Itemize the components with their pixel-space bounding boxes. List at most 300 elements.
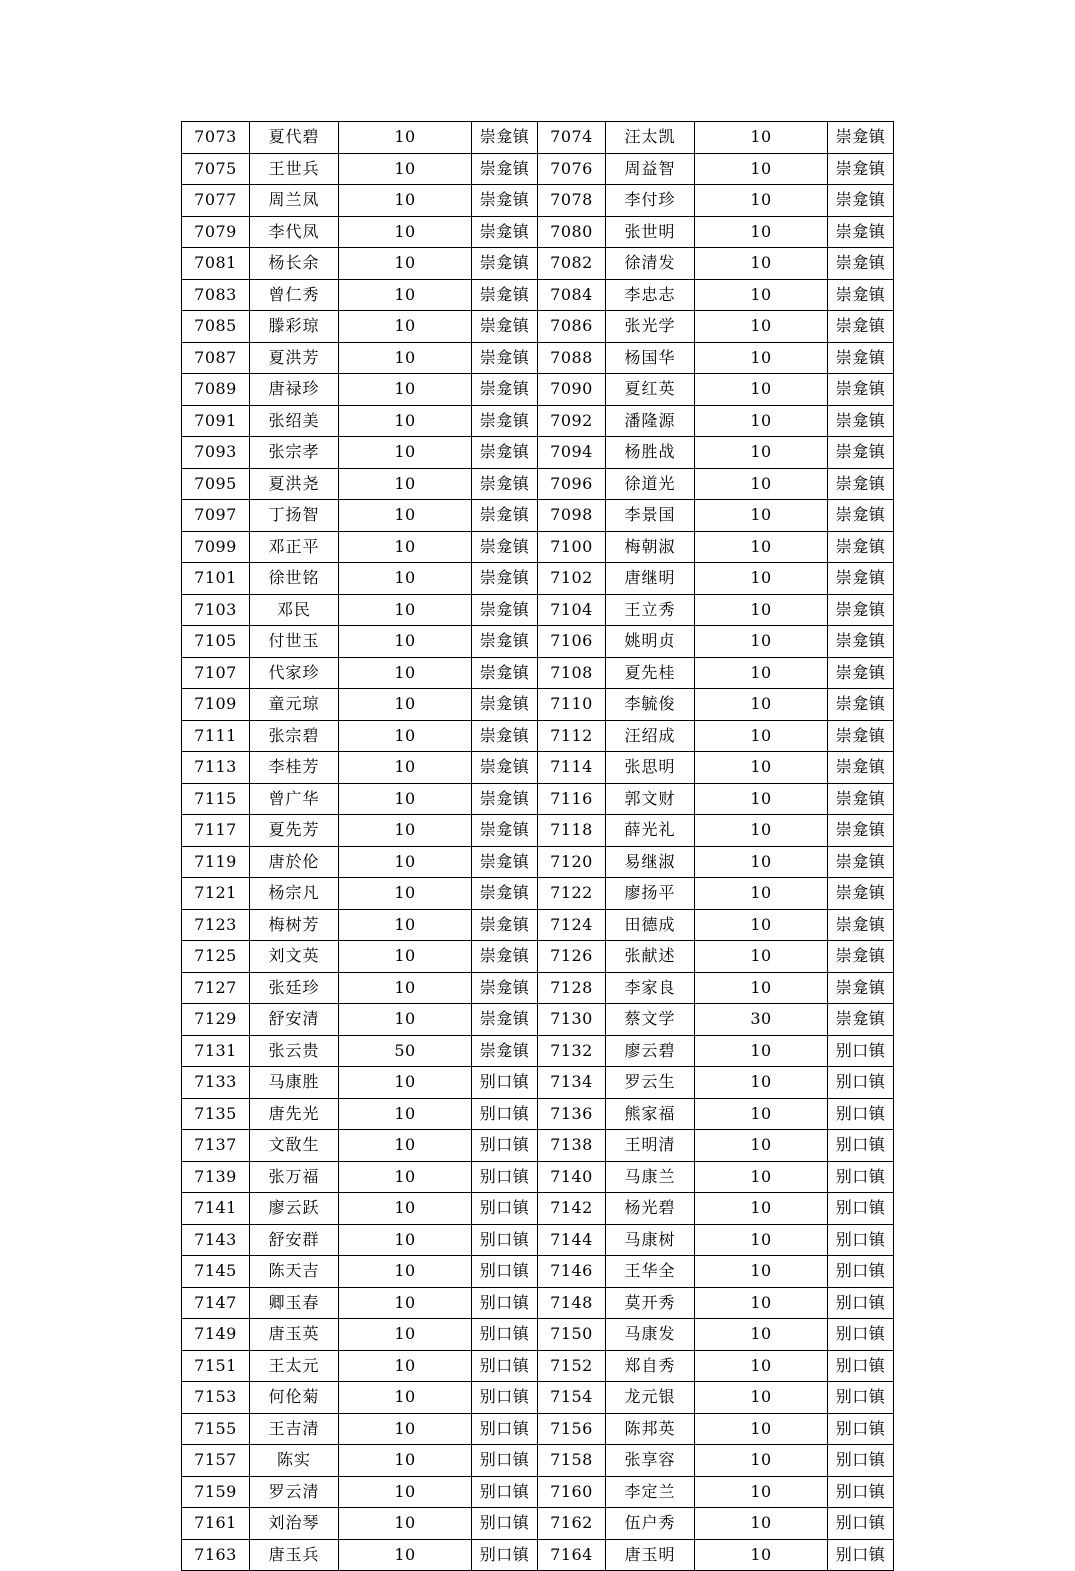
row-amount-left: 10 bbox=[339, 689, 472, 721]
row-town-left: 崇龛镇 bbox=[472, 437, 538, 469]
row-town-right: 崇龛镇 bbox=[828, 689, 894, 721]
row-amount-right: 10 bbox=[695, 720, 828, 752]
row-name-right: 田德成 bbox=[606, 909, 695, 941]
table-row bbox=[182, 500, 894, 532]
row-name-left: 付世玉 bbox=[250, 626, 339, 658]
row-town-left: 别口镇 bbox=[472, 1193, 538, 1225]
row-town-right: 别口镇 bbox=[828, 1035, 894, 1067]
row-name-right: 马康兰 bbox=[606, 1161, 695, 1193]
row-name-right: 郑自秀 bbox=[606, 1350, 695, 1382]
row-town-right: 别口镇 bbox=[828, 1508, 894, 1540]
table-row bbox=[182, 1539, 894, 1571]
row-town-left: 别口镇 bbox=[472, 1319, 538, 1351]
row-amount-left: 10 bbox=[339, 941, 472, 973]
row-name-left: 杨宗凡 bbox=[250, 878, 339, 910]
row-name-left: 卿玉春 bbox=[250, 1287, 339, 1319]
row-id-right: 7094 bbox=[538, 437, 606, 469]
table-row bbox=[182, 279, 894, 311]
row-town-right: 崇龛镇 bbox=[828, 720, 894, 752]
row-id-right: 7092 bbox=[538, 405, 606, 437]
row-id-left: 7099 bbox=[182, 531, 250, 563]
row-amount-right: 10 bbox=[695, 185, 828, 217]
row-town-right: 崇龛镇 bbox=[828, 563, 894, 595]
row-amount-right: 30 bbox=[695, 1004, 828, 1036]
row-town-left: 崇龛镇 bbox=[472, 909, 538, 941]
row-name-left: 张万福 bbox=[250, 1161, 339, 1193]
row-name-left: 周兰凤 bbox=[250, 185, 339, 217]
row-name-left: 杨长余 bbox=[250, 248, 339, 280]
row-id-right: 7082 bbox=[538, 248, 606, 280]
row-amount-right: 10 bbox=[695, 594, 828, 626]
row-amount-right: 10 bbox=[695, 1098, 828, 1130]
table-row bbox=[182, 626, 894, 658]
row-amount-left: 10 bbox=[339, 1130, 472, 1162]
row-id-left: 7151 bbox=[182, 1350, 250, 1382]
row-town-left: 别口镇 bbox=[472, 1067, 538, 1099]
row-name-left: 代家珍 bbox=[250, 657, 339, 689]
row-town-right: 崇龛镇 bbox=[828, 468, 894, 500]
row-id-left: 7089 bbox=[182, 374, 250, 406]
row-name-left: 张宗碧 bbox=[250, 720, 339, 752]
table-row bbox=[182, 752, 894, 784]
table-row bbox=[182, 216, 894, 248]
row-name-right: 张思明 bbox=[606, 752, 695, 784]
row-name-right: 汪太凯 bbox=[606, 122, 695, 154]
row-id-right: 7128 bbox=[538, 972, 606, 1004]
row-amount-left: 10 bbox=[339, 1445, 472, 1477]
row-id-left: 7113 bbox=[182, 752, 250, 784]
row-name-left: 廖云跃 bbox=[250, 1193, 339, 1225]
row-town-right: 别口镇 bbox=[828, 1350, 894, 1382]
table-row bbox=[182, 1382, 894, 1414]
row-town-left: 崇龛镇 bbox=[472, 311, 538, 343]
row-town-left: 崇龛镇 bbox=[472, 248, 538, 280]
table-row bbox=[182, 594, 894, 626]
row-name-left: 童元琼 bbox=[250, 689, 339, 721]
row-name-right: 姚明贞 bbox=[606, 626, 695, 658]
table-row bbox=[182, 563, 894, 595]
row-id-right: 7164 bbox=[538, 1539, 606, 1571]
row-amount-right: 10 bbox=[695, 941, 828, 973]
row-id-right: 7130 bbox=[538, 1004, 606, 1036]
row-name-left: 马康胜 bbox=[250, 1067, 339, 1099]
row-town-left: 崇龛镇 bbox=[472, 846, 538, 878]
row-town-right: 崇龛镇 bbox=[828, 1004, 894, 1036]
table-row bbox=[182, 374, 894, 406]
row-id-right: 7080 bbox=[538, 216, 606, 248]
row-id-left: 7119 bbox=[182, 846, 250, 878]
row-name-left: 唐於伦 bbox=[250, 846, 339, 878]
row-amount-right: 10 bbox=[695, 1161, 828, 1193]
row-town-left: 崇龛镇 bbox=[472, 563, 538, 595]
row-id-right: 7110 bbox=[538, 689, 606, 721]
row-name-right: 杨国华 bbox=[606, 342, 695, 374]
row-id-right: 7154 bbox=[538, 1382, 606, 1414]
row-amount-right: 10 bbox=[695, 405, 828, 437]
row-name-right: 易继淑 bbox=[606, 846, 695, 878]
row-name-right: 杨胜战 bbox=[606, 437, 695, 469]
row-id-right: 7158 bbox=[538, 1445, 606, 1477]
row-name-left: 罗云清 bbox=[250, 1476, 339, 1508]
row-name-left: 王吉清 bbox=[250, 1413, 339, 1445]
row-amount-left: 10 bbox=[339, 248, 472, 280]
row-amount-left: 10 bbox=[339, 752, 472, 784]
row-town-left: 崇龛镇 bbox=[472, 972, 538, 1004]
row-id-right: 7106 bbox=[538, 626, 606, 658]
row-amount-right: 10 bbox=[695, 500, 828, 532]
table-row bbox=[182, 1445, 894, 1477]
table-row bbox=[182, 342, 894, 374]
row-amount-left: 10 bbox=[339, 815, 472, 847]
row-id-right: 7102 bbox=[538, 563, 606, 595]
row-town-right: 别口镇 bbox=[828, 1539, 894, 1571]
row-town-right: 崇龛镇 bbox=[828, 878, 894, 910]
row-id-right: 7108 bbox=[538, 657, 606, 689]
row-id-right: 7078 bbox=[538, 185, 606, 217]
row-id-left: 7109 bbox=[182, 689, 250, 721]
row-id-right: 7114 bbox=[538, 752, 606, 784]
row-name-right: 李忠志 bbox=[606, 279, 695, 311]
row-id-right: 7136 bbox=[538, 1098, 606, 1130]
row-town-left: 崇龛镇 bbox=[472, 752, 538, 784]
row-amount-right: 10 bbox=[695, 689, 828, 721]
row-amount-left: 10 bbox=[339, 1098, 472, 1130]
row-id-left: 7129 bbox=[182, 1004, 250, 1036]
row-id-left: 7103 bbox=[182, 594, 250, 626]
row-amount-right: 10 bbox=[695, 815, 828, 847]
row-town-left: 崇龛镇 bbox=[472, 185, 538, 217]
row-town-left: 崇龛镇 bbox=[472, 1035, 538, 1067]
row-id-right: 7104 bbox=[538, 594, 606, 626]
row-town-right: 崇龛镇 bbox=[828, 783, 894, 815]
row-id-right: 7088 bbox=[538, 342, 606, 374]
table-row bbox=[182, 1161, 894, 1193]
row-amount-right: 10 bbox=[695, 311, 828, 343]
row-name-right: 莫开秀 bbox=[606, 1287, 695, 1319]
row-amount-left: 10 bbox=[339, 1382, 472, 1414]
row-town-left: 崇龛镇 bbox=[472, 941, 538, 973]
row-amount-right: 10 bbox=[695, 1350, 828, 1382]
row-town-left: 崇龛镇 bbox=[472, 342, 538, 374]
row-amount-right: 10 bbox=[695, 437, 828, 469]
row-id-right: 7150 bbox=[538, 1319, 606, 1351]
row-town-left: 崇龛镇 bbox=[472, 216, 538, 248]
row-id-left: 7073 bbox=[182, 122, 250, 154]
row-town-left: 崇龛镇 bbox=[472, 626, 538, 658]
row-name-left: 舒安群 bbox=[250, 1224, 339, 1256]
row-name-left: 陈天吉 bbox=[250, 1256, 339, 1288]
row-amount-right: 10 bbox=[695, 1130, 828, 1162]
row-id-right: 7086 bbox=[538, 311, 606, 343]
row-id-left: 7095 bbox=[182, 468, 250, 500]
row-id-left: 7141 bbox=[182, 1193, 250, 1225]
row-name-right: 唐继明 bbox=[606, 563, 695, 595]
row-amount-left: 10 bbox=[339, 657, 472, 689]
row-town-left: 崇龛镇 bbox=[472, 720, 538, 752]
row-town-left: 崇龛镇 bbox=[472, 657, 538, 689]
row-town-left: 崇龛镇 bbox=[472, 689, 538, 721]
row-amount-left: 10 bbox=[339, 374, 472, 406]
row-id-right: 7126 bbox=[538, 941, 606, 973]
row-amount-right: 10 bbox=[695, 122, 828, 154]
row-id-right: 7156 bbox=[538, 1413, 606, 1445]
row-id-right: 7076 bbox=[538, 153, 606, 185]
row-name-left: 舒安清 bbox=[250, 1004, 339, 1036]
row-town-right: 崇龛镇 bbox=[828, 972, 894, 1004]
row-name-right: 杨光碧 bbox=[606, 1193, 695, 1225]
row-name-right: 张献述 bbox=[606, 941, 695, 973]
row-name-left: 徐世铭 bbox=[250, 563, 339, 595]
row-id-right: 7074 bbox=[538, 122, 606, 154]
row-name-right: 张光学 bbox=[606, 311, 695, 343]
row-amount-right: 10 bbox=[695, 563, 828, 595]
row-name-left: 唐玉兵 bbox=[250, 1539, 339, 1571]
row-town-right: 别口镇 bbox=[828, 1445, 894, 1477]
table-row bbox=[182, 909, 894, 941]
row-amount-right: 10 bbox=[695, 1319, 828, 1351]
row-amount-right: 10 bbox=[695, 972, 828, 1004]
row-town-right: 别口镇 bbox=[828, 1319, 894, 1351]
row-amount-right: 10 bbox=[695, 783, 828, 815]
row-town-right: 别口镇 bbox=[828, 1224, 894, 1256]
row-amount-left: 10 bbox=[339, 1161, 472, 1193]
row-amount-left: 10 bbox=[339, 405, 472, 437]
row-name-left: 张绍美 bbox=[250, 405, 339, 437]
row-name-left: 文敔生 bbox=[250, 1130, 339, 1162]
row-name-right: 夏先桂 bbox=[606, 657, 695, 689]
row-id-right: 7120 bbox=[538, 846, 606, 878]
table-row bbox=[182, 1287, 894, 1319]
row-name-right: 廖扬平 bbox=[606, 878, 695, 910]
table-row bbox=[182, 531, 894, 563]
row-name-right: 张享容 bbox=[606, 1445, 695, 1477]
row-amount-left: 10 bbox=[339, 1287, 472, 1319]
row-amount-left: 10 bbox=[339, 1508, 472, 1540]
row-amount-right: 10 bbox=[695, 1256, 828, 1288]
row-town-left: 崇龛镇 bbox=[472, 1004, 538, 1036]
row-id-left: 7143 bbox=[182, 1224, 250, 1256]
row-town-right: 崇龛镇 bbox=[828, 437, 894, 469]
row-id-left: 7163 bbox=[182, 1539, 250, 1571]
row-town-left: 崇龛镇 bbox=[472, 279, 538, 311]
row-id-right: 7138 bbox=[538, 1130, 606, 1162]
row-name-right: 伍户秀 bbox=[606, 1508, 695, 1540]
row-town-right: 别口镇 bbox=[828, 1161, 894, 1193]
row-town-right: 崇龛镇 bbox=[828, 374, 894, 406]
row-id-right: 7098 bbox=[538, 500, 606, 532]
table-row bbox=[182, 941, 894, 973]
table-row bbox=[182, 878, 894, 910]
row-name-left: 刘治琴 bbox=[250, 1508, 339, 1540]
row-amount-left: 10 bbox=[339, 531, 472, 563]
row-id-right: 7134 bbox=[538, 1067, 606, 1099]
row-town-right: 崇龛镇 bbox=[828, 846, 894, 878]
row-amount-left: 10 bbox=[339, 1350, 472, 1382]
row-name-right: 熊家福 bbox=[606, 1098, 695, 1130]
row-town-right: 别口镇 bbox=[828, 1476, 894, 1508]
row-amount-right: 10 bbox=[695, 1413, 828, 1445]
row-amount-left: 10 bbox=[339, 437, 472, 469]
row-amount-right: 10 bbox=[695, 1445, 828, 1477]
table-row bbox=[182, 1035, 894, 1067]
row-id-right: 7160 bbox=[538, 1476, 606, 1508]
row-id-left: 7147 bbox=[182, 1287, 250, 1319]
row-town-right: 崇龛镇 bbox=[828, 122, 894, 154]
row-town-left: 崇龛镇 bbox=[472, 500, 538, 532]
row-id-left: 7149 bbox=[182, 1319, 250, 1351]
row-amount-left: 10 bbox=[339, 216, 472, 248]
row-name-right: 蔡文学 bbox=[606, 1004, 695, 1036]
table-row bbox=[182, 657, 894, 689]
row-id-left: 7135 bbox=[182, 1098, 250, 1130]
row-amount-left: 10 bbox=[339, 1476, 472, 1508]
row-town-right: 崇龛镇 bbox=[828, 342, 894, 374]
row-id-right: 7084 bbox=[538, 279, 606, 311]
table-row bbox=[182, 405, 894, 437]
row-amount-left: 10 bbox=[339, 909, 472, 941]
row-town-right: 崇龛镇 bbox=[828, 531, 894, 563]
row-name-right: 薛光礼 bbox=[606, 815, 695, 847]
row-name-right: 徐清发 bbox=[606, 248, 695, 280]
table-row bbox=[182, 1193, 894, 1225]
row-name-left: 何伦菊 bbox=[250, 1382, 339, 1414]
row-amount-right: 10 bbox=[695, 626, 828, 658]
row-id-left: 7159 bbox=[182, 1476, 250, 1508]
row-town-left: 别口镇 bbox=[472, 1161, 538, 1193]
row-town-left: 别口镇 bbox=[472, 1256, 538, 1288]
row-id-left: 7131 bbox=[182, 1035, 250, 1067]
table-row bbox=[182, 468, 894, 500]
row-town-right: 别口镇 bbox=[828, 1287, 894, 1319]
row-amount-left: 10 bbox=[339, 500, 472, 532]
row-id-right: 7140 bbox=[538, 1161, 606, 1193]
row-town-right: 崇龛镇 bbox=[828, 405, 894, 437]
row-town-left: 别口镇 bbox=[472, 1413, 538, 1445]
row-town-left: 崇龛镇 bbox=[472, 405, 538, 437]
row-amount-left: 10 bbox=[339, 1539, 472, 1571]
table-row bbox=[182, 689, 894, 721]
row-town-left: 崇龛镇 bbox=[472, 815, 538, 847]
row-town-right: 崇龛镇 bbox=[828, 279, 894, 311]
row-id-left: 7153 bbox=[182, 1382, 250, 1414]
row-id-left: 7081 bbox=[182, 248, 250, 280]
table-row bbox=[182, 1476, 894, 1508]
row-id-left: 7105 bbox=[182, 626, 250, 658]
row-amount-right: 10 bbox=[695, 1539, 828, 1571]
row-amount-left: 10 bbox=[339, 1319, 472, 1351]
row-town-right: 崇龛镇 bbox=[828, 153, 894, 185]
row-name-right: 潘隆源 bbox=[606, 405, 695, 437]
row-name-left: 丁扬智 bbox=[250, 500, 339, 532]
row-name-right: 马康发 bbox=[606, 1319, 695, 1351]
row-name-left: 夏代碧 bbox=[250, 122, 339, 154]
row-id-right: 7144 bbox=[538, 1224, 606, 1256]
row-amount-left: 10 bbox=[339, 626, 472, 658]
row-amount-left: 10 bbox=[339, 342, 472, 374]
table-row bbox=[182, 1413, 894, 1445]
row-id-left: 7145 bbox=[182, 1256, 250, 1288]
row-id-left: 7161 bbox=[182, 1508, 250, 1540]
row-name-left: 曾仁秀 bbox=[250, 279, 339, 311]
row-town-left: 别口镇 bbox=[472, 1476, 538, 1508]
row-id-left: 7155 bbox=[182, 1413, 250, 1445]
table-row bbox=[182, 311, 894, 343]
row-town-left: 崇龛镇 bbox=[472, 783, 538, 815]
row-id-right: 7122 bbox=[538, 878, 606, 910]
row-name-left: 陈实 bbox=[250, 1445, 339, 1477]
row-name-left: 唐禄珍 bbox=[250, 374, 339, 406]
table-row bbox=[182, 1098, 894, 1130]
row-name-right: 李付珍 bbox=[606, 185, 695, 217]
row-town-left: 崇龛镇 bbox=[472, 468, 538, 500]
row-name-right: 周益智 bbox=[606, 153, 695, 185]
row-name-left: 梅树芳 bbox=[250, 909, 339, 941]
row-name-right: 王立秀 bbox=[606, 594, 695, 626]
row-amount-left: 50 bbox=[339, 1035, 472, 1067]
row-id-left: 7107 bbox=[182, 657, 250, 689]
row-amount-left: 10 bbox=[339, 1067, 472, 1099]
table-row bbox=[182, 1319, 894, 1351]
row-town-left: 别口镇 bbox=[472, 1350, 538, 1382]
table-row bbox=[182, 153, 894, 185]
row-id-right: 7152 bbox=[538, 1350, 606, 1382]
row-name-right: 王明清 bbox=[606, 1130, 695, 1162]
row-amount-left: 10 bbox=[339, 1256, 472, 1288]
row-id-left: 7097 bbox=[182, 500, 250, 532]
row-id-left: 7117 bbox=[182, 815, 250, 847]
row-town-right: 别口镇 bbox=[828, 1130, 894, 1162]
table-row bbox=[182, 1067, 894, 1099]
row-name-right: 汪绍成 bbox=[606, 720, 695, 752]
row-amount-right: 10 bbox=[695, 153, 828, 185]
row-amount-left: 10 bbox=[339, 279, 472, 311]
row-id-left: 7083 bbox=[182, 279, 250, 311]
row-amount-left: 10 bbox=[339, 594, 472, 626]
row-id-left: 7077 bbox=[182, 185, 250, 217]
table-row bbox=[182, 1130, 894, 1162]
row-id-left: 7079 bbox=[182, 216, 250, 248]
row-name-right: 唐玉明 bbox=[606, 1539, 695, 1571]
row-name-right: 徐道光 bbox=[606, 468, 695, 500]
table-row bbox=[182, 185, 894, 217]
row-name-right: 王华全 bbox=[606, 1256, 695, 1288]
row-id-right: 7100 bbox=[538, 531, 606, 563]
row-town-right: 崇龛镇 bbox=[828, 657, 894, 689]
row-name-left: 夏洪芳 bbox=[250, 342, 339, 374]
row-id-left: 7137 bbox=[182, 1130, 250, 1162]
row-town-right: 崇龛镇 bbox=[828, 909, 894, 941]
roster-table bbox=[181, 121, 894, 1571]
row-id-left: 7075 bbox=[182, 153, 250, 185]
table-row bbox=[182, 1350, 894, 1382]
row-amount-right: 10 bbox=[695, 1224, 828, 1256]
row-id-left: 7121 bbox=[182, 878, 250, 910]
row-amount-right: 10 bbox=[695, 752, 828, 784]
row-name-right: 马康树 bbox=[606, 1224, 695, 1256]
table-row bbox=[182, 1004, 894, 1036]
row-amount-left: 10 bbox=[339, 1193, 472, 1225]
row-town-left: 别口镇 bbox=[472, 1287, 538, 1319]
row-town-right: 别口镇 bbox=[828, 1067, 894, 1099]
row-amount-right: 10 bbox=[695, 1193, 828, 1225]
row-name-right: 李景国 bbox=[606, 500, 695, 532]
row-amount-right: 10 bbox=[695, 216, 828, 248]
row-town-right: 崇龛镇 bbox=[828, 216, 894, 248]
row-id-left: 7115 bbox=[182, 783, 250, 815]
row-town-right: 崇龛镇 bbox=[828, 185, 894, 217]
row-name-left: 王世兵 bbox=[250, 153, 339, 185]
row-name-left: 邓正平 bbox=[250, 531, 339, 563]
